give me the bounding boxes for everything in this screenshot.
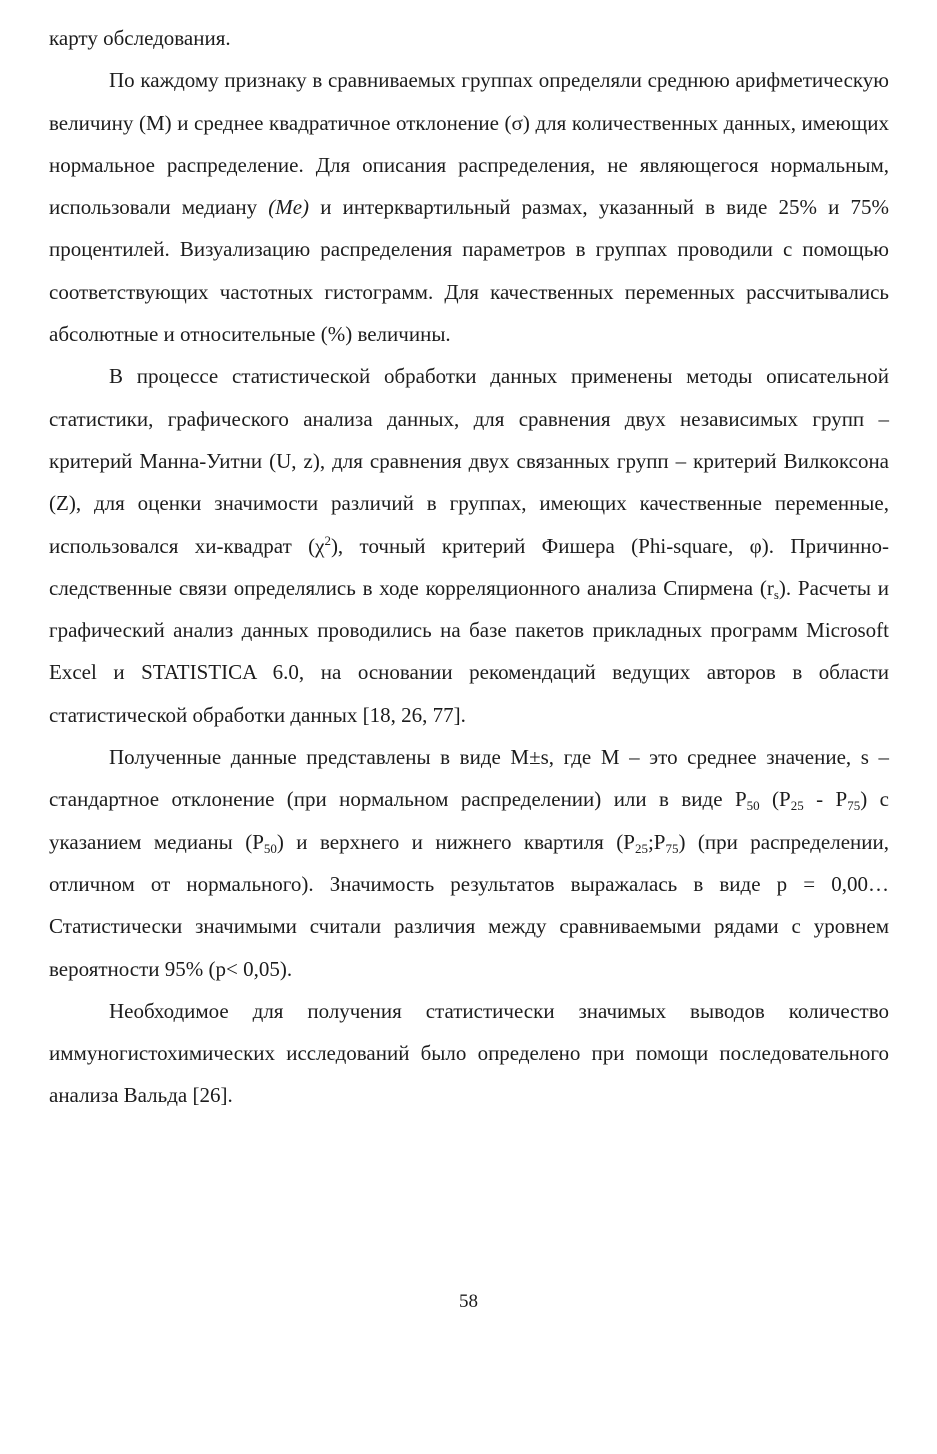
text-run: ) (при распределении, отличном от нормального). Значимость результатов выражалась в виде p = 0,00… Статистически значимыми считали различия между сравниваемыми рядами с уровнем вероятности 95% (p< 0,05). [49,829,889,981]
subscript: 50 [263,840,277,856]
text-run: Полученные данные представлены в виде M±s, где М – это среднее значение, s – стандартное отклонение (при нормальном распределении) или в виде P [49,745,889,812]
text-run: ) с указанием медианы (P [49,787,889,854]
paragraph-wald-analysis [49,990,889,1117]
text-run: карту обследования. [49,26,231,50]
subscript: 25 [790,798,804,814]
paragraph-descriptive-statistics [49,59,889,355]
text-run: (P [759,787,791,812]
text-run: - P [803,787,848,812]
median-term: (Me) [268,195,310,220]
body-text [49,17,889,1117]
text-run: В процессе статистической обработки данных применены методы описательной статистики, графического анализа данных, для сравнения двух независимых групп – критерий Манна-Уитни (U, z), для сравнения двух связанных групп – критерий Вилкоксона (Z), для оценки значимости различий в группах, имеющих качественные переменные, использовался хи-квадрат (χ [49,364,889,558]
text-run: ;P [647,829,666,854]
paragraph-data-presentation [49,736,889,990]
subscript: 25 [634,840,648,856]
text-run: По каждому признаку в сравниваемых группах определяли среднюю арифметическую величину (М) и среднее квадратичное отклонение (σ) для количественных данных, имеющих нормальное распределение. Для описания распределения, не являющегося нормальным, использовали медиану [49,68,889,220]
text-run: ) и верхнего и нижнего квартиля (P [276,829,635,854]
text-run: Необходимое для получения статистически значимых выводов количество иммуногистохимических исследований было определено при помощи последовательного анализа Вальда [26]. [49,998,889,1108]
subscript: 50 [746,798,760,814]
text-run: ), точный критерий Фишера (Phi-square, φ). Причинно-следственные связи определялись в ходе корреляционного анализа Спирмена (r [49,533,890,600]
subscript: 75 [665,840,679,856]
text-run: ). Расчеты и графический анализ данных проводились на базе пакетов прикладных программ Microsoft Excel и STATISTICA 6.0, на основании рекомендаций ведущих авторов в области статистической обработки данных [18, 26, 77]. [49,575,889,727]
subscript: s [773,586,779,602]
paragraph-statistical-methods [49,355,889,736]
subscript: 75 [847,798,861,814]
superscript: 2 [324,532,331,548]
paragraph-continuation [49,17,889,59]
page-number: 58 [459,1291,478,1312]
text-run: и интерквартильный размах, указанный в виде 25% и 75% процентилей. Визуализацию распределения параметров в группах проводили с помощью соответствующих частотных гистограмм. Для качественных переменных рассчитывались абсолютные и относительные (%) величины. [49,195,890,347]
